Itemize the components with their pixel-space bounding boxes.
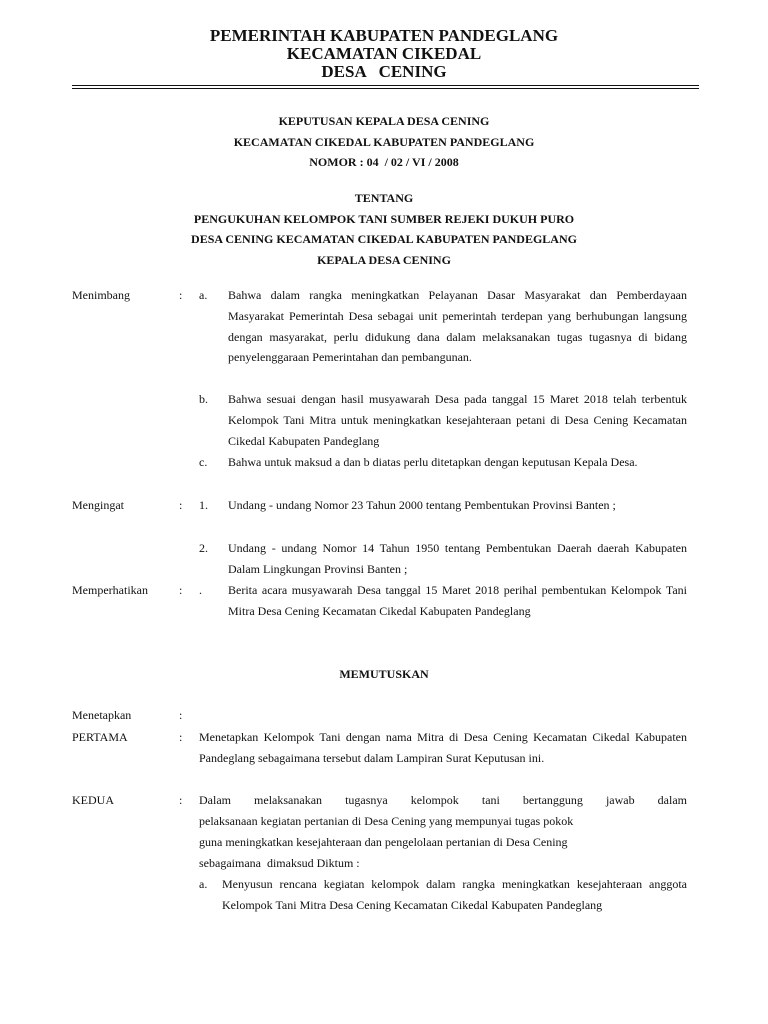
remembering-colon: : xyxy=(179,498,183,512)
second-label: KEDUA xyxy=(72,793,114,807)
remembering-item-1-marker: 1. xyxy=(199,498,208,512)
about-line-1: PENGUKUHAN KELOMPOK TANI SUMBER REJEKI DUKUH PURO xyxy=(193,211,575,226)
observing-marker: . xyxy=(199,583,202,597)
considering-item-c-marker: c. xyxy=(199,455,208,469)
observing-label: Memperhatikan xyxy=(72,583,148,597)
decree-title: KEPUTUSAN KEPALA DESA CENING xyxy=(278,114,490,128)
second-text-line-4: sebagaimana dimaksud Diktum : xyxy=(199,856,360,870)
second-text-line-2: pelaksanaan kegiatan pertanian di Desa Cening yang mempunyai tugas pokok xyxy=(199,814,574,828)
second-item-a-text: Menyusun rencana kegiatan kelompok dalam rangka meningkatkan kesejahteraan anggota Kelompok Tani Mitra Desa Cening Kecamatan Cikedal Kabupaten Pandeglang xyxy=(222,877,687,912)
considering-item-a-marker: a. xyxy=(199,288,208,302)
remembering-item-1-text: Undang - undang Nomor 23 Tahun 2000 tentang Pembentukan Provinsi Banten ; xyxy=(228,498,616,512)
about-line-3: KEPALA DESA CENING xyxy=(317,252,451,267)
letterhead-government: PEMERINTAH KABUPATEN PANDEGLANG xyxy=(209,26,559,45)
decide-title: MEMUTUSKAN xyxy=(339,667,429,681)
second-item-a-marker: a. xyxy=(199,877,208,891)
considering-item-a-text: Bahwa dalam rangka meningkatkan Pelayanan Dasar Masyarakat dan Pemberdayaan Masyarakat Pemerintah Desa sebagai unit pemerintah terdepan yang berhubungan langsung dengan masyarakat, perlu didukung dana dalam melaksanakan tugas tugasnya di bidang penyelenggaraan Pemerintahan dan pembangunan. xyxy=(228,288,687,365)
remembering-item-2-marker: 2. xyxy=(199,541,208,555)
first-label: PERTAMA xyxy=(72,730,128,744)
about-label: TENTANG xyxy=(354,191,414,205)
letterhead-village: DESA CENING xyxy=(321,62,447,81)
letterhead-rule-thin xyxy=(72,88,699,89)
second-text-line-3: guna meningkatkan kesejahteraan dan pengelolaan pertanian di Desa Cening xyxy=(199,835,568,849)
considering-item-b-marker: b. xyxy=(199,392,208,406)
considering-item-c-text: Bahwa untuk maksud a dan b diatas perlu ditetapkan dengan keputusan Kepala Desa. xyxy=(228,455,638,469)
decree-subtitle: KECAMATAN CIKEDAL KABUPATEN PANDEGLANG xyxy=(233,134,535,149)
considering-item-b-text: Bahwa sesuai dengan hasil musyawarah Desa pada tanggal 15 Maret 2018 telah terbentuk Kelompok Tani Mitra untuk meningkatkan kesejahteraan petani di Desa Cening Kecamatan Cikedal Kabupaten Pandeglang xyxy=(228,392,687,448)
about-line-2: DESA CENING KECAMATAN CIKEDAL KABUPATEN PANDEGLANG xyxy=(191,232,577,246)
considering-label: Menimbang xyxy=(72,288,130,302)
letterhead-district: KECAMATAN CIKEDAL xyxy=(286,44,482,63)
observing-colon: : xyxy=(179,583,183,597)
first-colon: : xyxy=(179,730,183,744)
considering-colon: : xyxy=(179,288,183,302)
first-text: Menetapkan Kelompok Tani dengan nama Mitra di Desa Cening Kecamatan Cikedal Kabupaten Pandeglang sebagaimana tersebut dalam Lampiran Surat Keputusan ini. xyxy=(199,730,687,765)
about-heading xyxy=(0,188,768,270)
second-colon: : xyxy=(179,793,183,807)
remembering-item-2-text: Undang - undang Nomor 14 Tahun 1950 tentang Pembentukan Daerah daerah Kabupaten Dalam Lingkungan Provinsi Banten ; xyxy=(228,541,687,576)
letterhead xyxy=(0,27,768,81)
decree-number: NOMOR : 04 / 02 / VI / 2008 xyxy=(309,155,459,169)
letterhead-rule-thick xyxy=(72,85,699,86)
establish-colon: : xyxy=(179,708,183,722)
establish-label: Menetapkan xyxy=(72,708,132,722)
remembering-label: Mengingat xyxy=(72,498,124,512)
decree-heading xyxy=(0,111,768,173)
observing-text: Berita acara musyawarah Desa tanggal 15 Maret 2018 perihal pembentukan Kelompok Tani Mitra Desa Cening Kecamatan Cikedal Kabupaten Pandeglang xyxy=(228,583,687,618)
second-text-line-1: Dalam melaksanakan tugasnya kelompok tani bertanggung jawab dalam xyxy=(199,793,687,807)
